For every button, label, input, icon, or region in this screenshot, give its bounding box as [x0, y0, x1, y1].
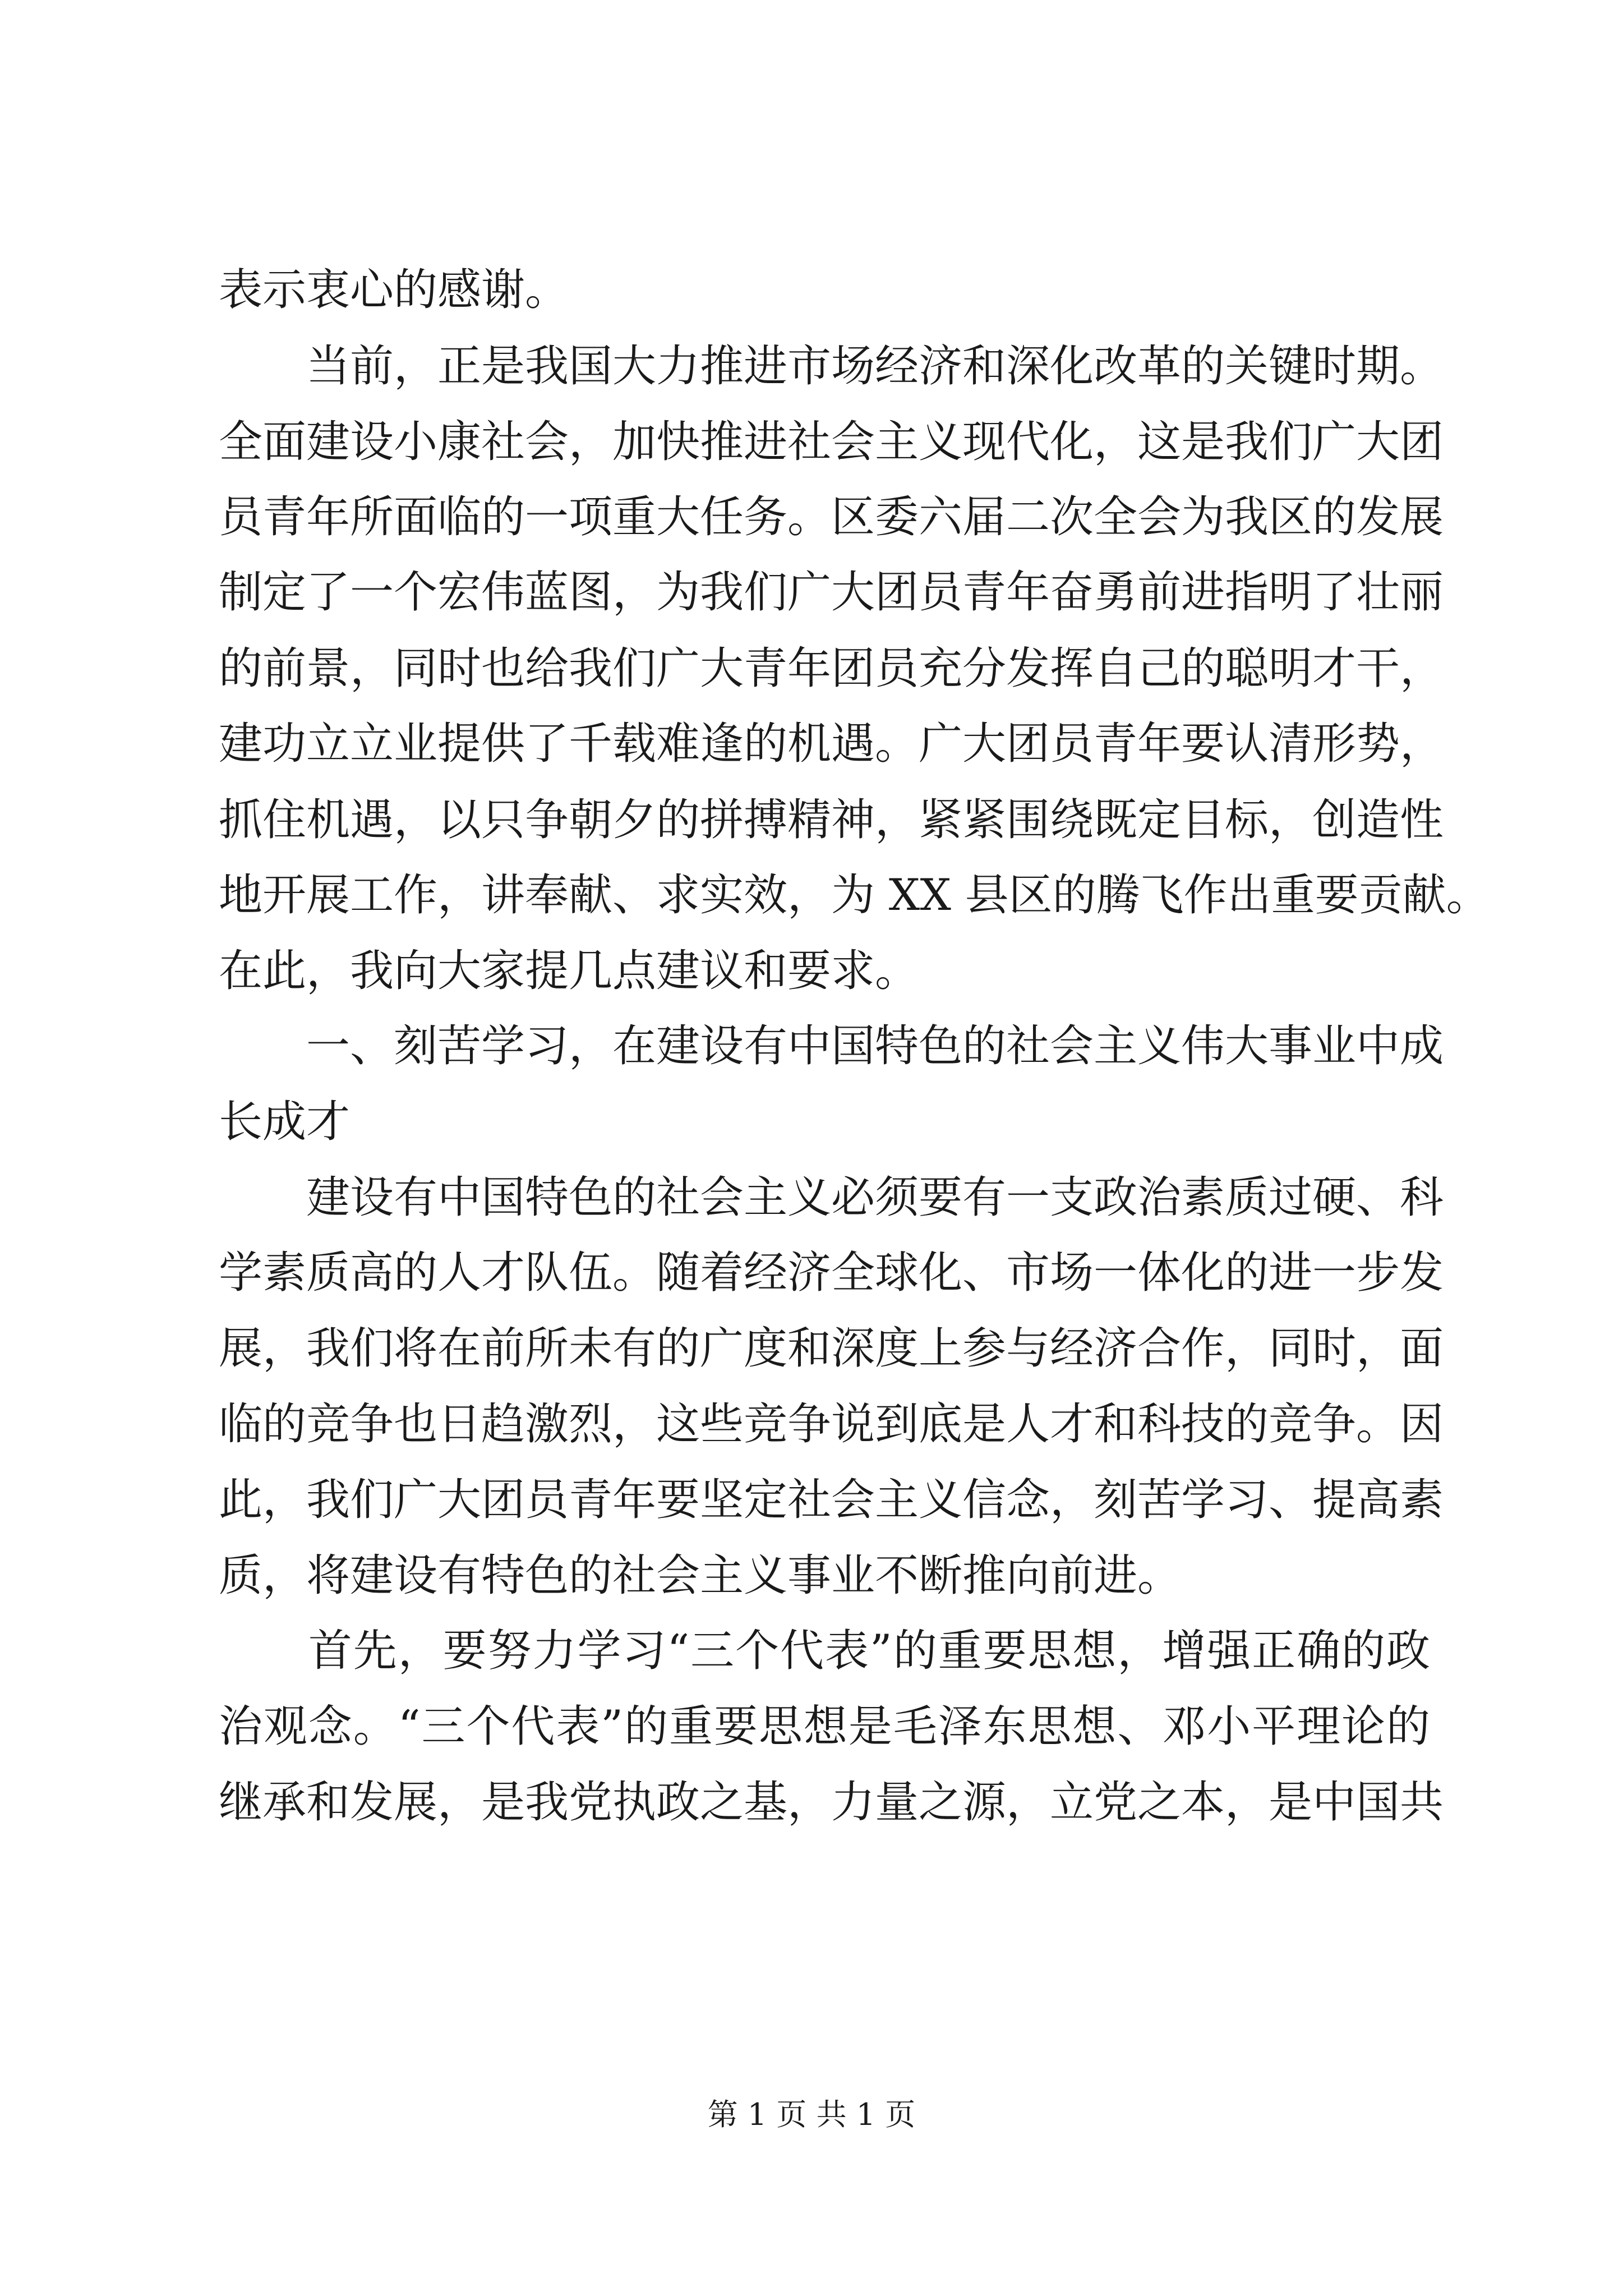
text-line: 在此，我向大家提几点建议和要求。 [219, 946, 919, 996]
section-heading-cont: 长成才 [219, 1097, 351, 1147]
text-line: 建功立立业提供了千载难逢的机遇。广大团员青年要认清形势， [219, 719, 1444, 769]
text-line: 地开展工作，讲奉献、求实效，为 XX 县区的腾飞作出重要贡献。 [219, 870, 1490, 921]
text-line: 临的竞争也日趋激烈，这些竞争说到底是人才和科技的竞争。因 [219, 1399, 1444, 1450]
text-line: 质，将建设有特色的社会主义事业不断推向前进。 [219, 1550, 1182, 1601]
text-line: 治观念。“三个代表”的重要思想是毛泽东思想、邓小平理论的 [219, 1701, 1430, 1752]
text-line: 此，我们广大团员青年要坚定社会主义信念，刻苦学习、提高素 [219, 1475, 1444, 1525]
text-line: 建设有中国特色的社会主义必须要有一支政治素质过硬、科 [219, 1172, 1444, 1223]
page-footer: 第 1 页 共 1 页 [707, 2097, 916, 2132]
text-line: 首先，要努力学习“三个代表”的重要思想，增强正确的政 [219, 1626, 1430, 1676]
text-line: 当前，正是我国大力推进市场经济和深化改革的关键时期。 [219, 341, 1444, 392]
text-line: 展，我们将在前所未有的广度和深度上参与经济合作，同时，面 [219, 1323, 1444, 1374]
text-line: 全面建设小康社会，加快推进社会主义现代化，这是我们广大团 [219, 417, 1444, 467]
text-line: 表示衷心的感谢。 [219, 265, 569, 315]
section-heading: 一、刻苦学习，在建设有中国特色的社会主义伟大事业中成 [219, 1021, 1444, 1071]
text-line: 学素质高的人才队伍。随着经济全球化、市场一体化的进一步发 [219, 1248, 1444, 1298]
text-line: 抓住机遇，以只争朝夕的拼搏精神，紧紧围绕既定目标，创造性 [219, 795, 1444, 845]
text-line: 继承和发展，是我党执政之基，力量之源，立党之本，是中国共 [219, 1777, 1444, 1828]
text-line: 员青年所面临的一项重大任务。区委六届二次全会为我区的发展 [219, 492, 1444, 542]
text-line: 制定了一个宏伟蓝图，为我们广大团员青年奋勇前进指明了壮丽 [219, 567, 1444, 618]
text-line: 的前景，同时也给我们广大青年团员充分发挥自己的聪明才干， [219, 643, 1444, 694]
